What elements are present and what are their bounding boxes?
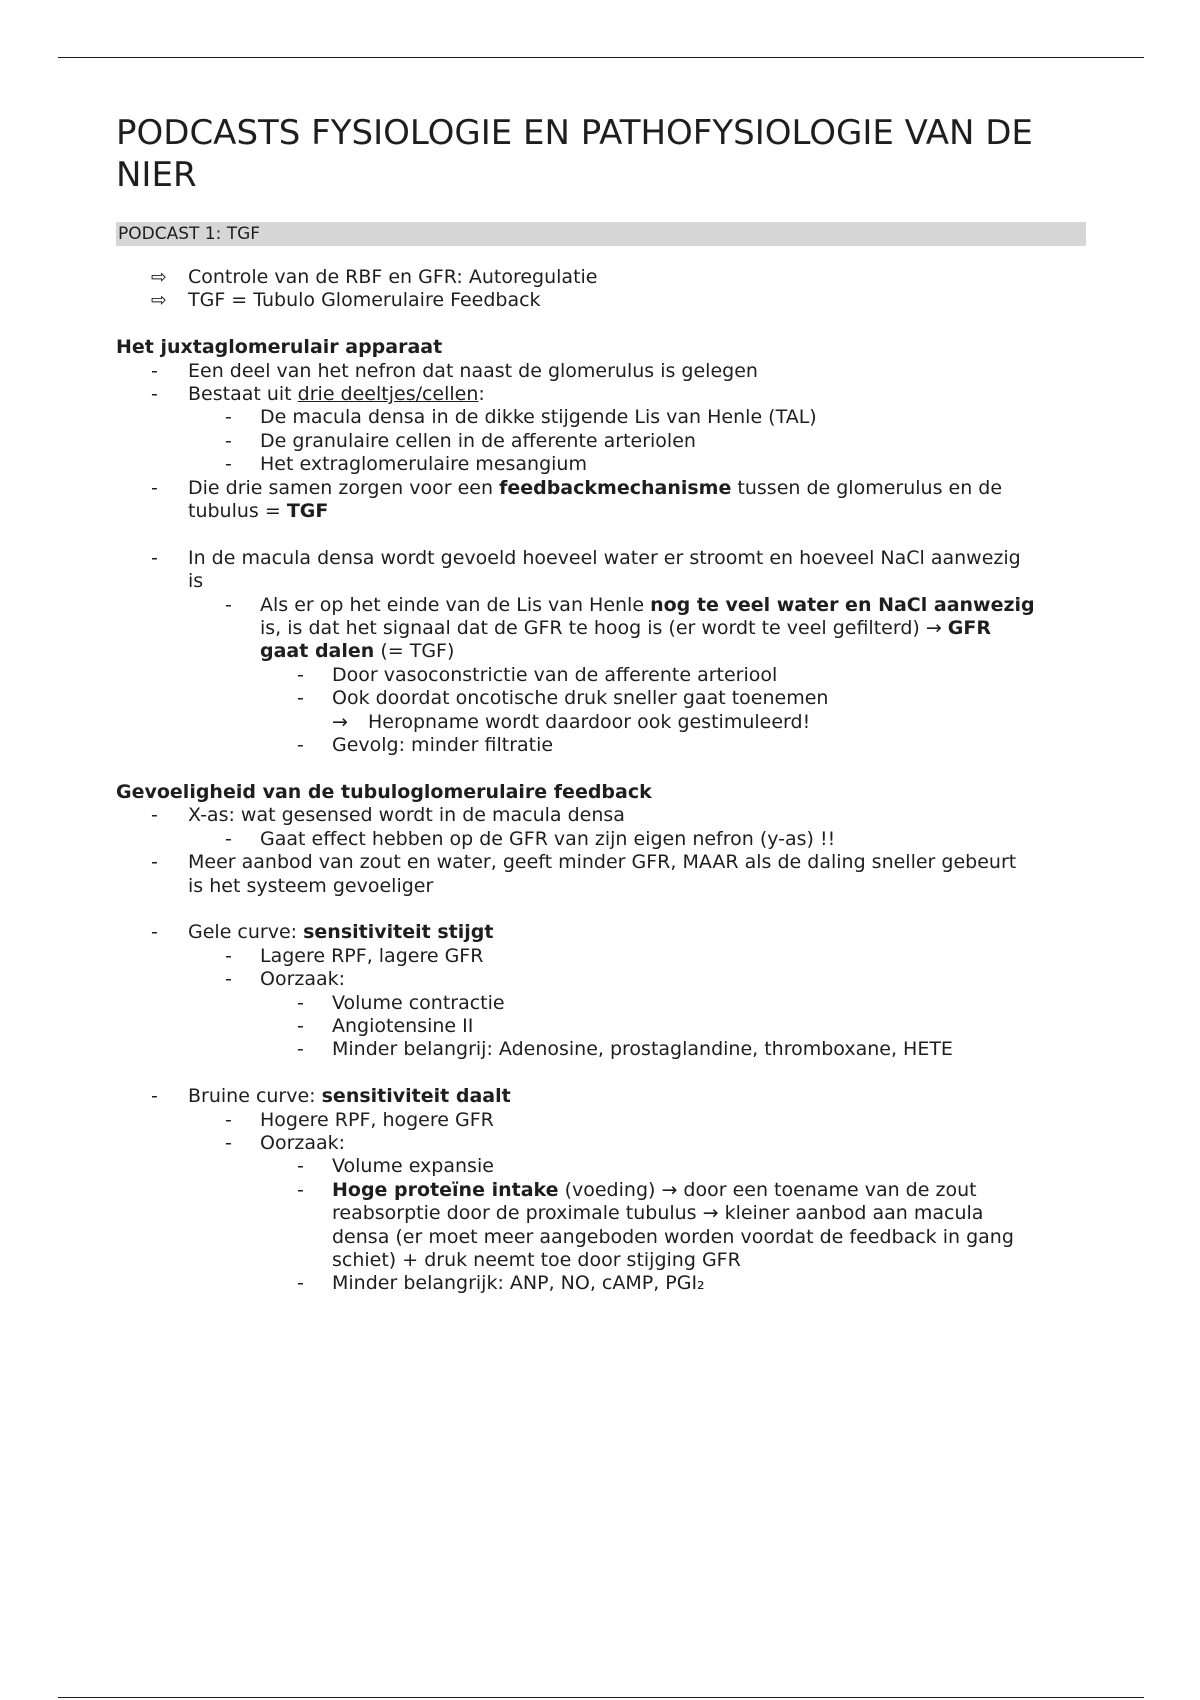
- list-item: - Door vasoconstrictie van de afferente arteriool: [297, 663, 778, 686]
- list-item: - De granulaire cellen in de afferente arteriolen: [225, 429, 696, 452]
- list-item: - Ook doordat oncotische druk sneller gaat toenemen: [297, 687, 829, 710]
- list-item: - Hogere RPF, hogere GFR: [225, 1108, 494, 1131]
- list-item: - Het extraglomerulaire mesangium: [225, 453, 587, 476]
- header-rule: [58, 57, 1144, 58]
- footer-rule: [58, 1697, 1144, 1698]
- list-item: - Minder belangrij: Adenosine, prostaglandine, thromboxane, HETE: [297, 1038, 953, 1061]
- list-item: - Lagere RPF, lagere GFR: [225, 944, 484, 967]
- list-item: - Volume contractie: [297, 991, 505, 1014]
- podcast-header: PODCAST 1: TGF: [116, 222, 1086, 246]
- section-heading-gevoeligheid: Gevoeligheid van de tubuloglomerulaire feedback: [116, 780, 652, 803]
- list-item: - Meer aanbod van zout en water, geeft minder GFR, MAAR als de daling sneller gebeurt: [151, 851, 1017, 874]
- list-item-continuation: densa (er moet meer aangeboden worden voordat de feedback in gang: [332, 1225, 1014, 1248]
- list-item: - Als er op het einde van de Lis van Henle nog te veel water en NaCl aanwezig: [225, 593, 1035, 616]
- intro-item: ⇨ TGF = Tubulo Glomerulaire Feedback: [151, 289, 541, 312]
- list-item-continuation: tubulus = TGF: [188, 500, 329, 523]
- page-title: PODCASTS FYSIOLOGIE EN PATHOFYSIOLOGIE VAN DE NIER: [116, 113, 1033, 195]
- list-item-brown-curve: - Bruine curve: sensitiviteit daalt: [151, 1085, 511, 1108]
- list-item-continuation: reabsorptie door de proximale tubulus → kleiner aanbod aan macula: [332, 1202, 984, 1225]
- list-item: - Oorzaak:: [225, 968, 346, 991]
- section-heading-juxtaglomerulair: Het juxtaglomerulair apparaat: [116, 336, 443, 359]
- list-item: - De macula densa in de dikke stijgende Lis van Henle (TAL): [225, 406, 817, 429]
- list-item: - Oorzaak:: [225, 1131, 346, 1154]
- list-item: - Hoge proteïne intake (voeding) → door een toename van de zout: [297, 1178, 977, 1201]
- list-item: - Minder belangrijk: ANP, NO, cAMP, PGI₂: [297, 1272, 705, 1295]
- list-item-continuation: schiet) + druk neemt toe door stijging GFR: [332, 1248, 741, 1271]
- list-item-continuation: is, is dat het signaal dat de GFR te hoog is (er wordt te veel gefilterd) → GFR: [260, 617, 992, 640]
- list-item: - Bestaat uit drie deeltjes/cellen:: [151, 383, 485, 406]
- list-item: - Gevolg: minder filtratie: [297, 734, 554, 757]
- list-item-continuation: is het systeem gevoeliger: [188, 874, 434, 897]
- arrow-item: → Heropname wordt daardoor ook gestimuleerd!: [332, 710, 811, 733]
- arrow-icon: →: [332, 710, 348, 733]
- hollow-arrow-icon: ⇨: [151, 266, 167, 288]
- list-item-continuation: gaat dalen (= TGF): [260, 640, 455, 663]
- intro-item: ⇨ Controle van de RBF en GFR: Autoregulatie: [151, 266, 598, 288]
- document-body: [116, 112, 1086, 1296]
- list-item-yellow-curve: - Gele curve: sensitiviteit stijgt: [151, 921, 494, 944]
- list-item: - Die drie samen zorgen voor een feedbackmechanisme tussen de glomerulus en de: [151, 476, 1003, 499]
- list-item: - X-as: wat gesensed wordt in de macula densa: [151, 804, 625, 827]
- list-item: - Een deel van het nefron dat naast de glomerulus is gelegen: [151, 359, 758, 382]
- list-item-continuation: is: [188, 570, 204, 593]
- list-item: - Volume expansie: [297, 1155, 494, 1178]
- hollow-arrow-icon: ⇨: [151, 289, 167, 312]
- list-item: - In de macula densa wordt gevoeld hoeveel water er stroomt en hoeveel NaCl aanwezig: [151, 546, 1021, 569]
- list-item: - Angiotensine II: [297, 1014, 474, 1037]
- list-item: - Gaat effect hebben op de GFR van zijn eigen nefron (y-as) !!: [225, 827, 836, 850]
